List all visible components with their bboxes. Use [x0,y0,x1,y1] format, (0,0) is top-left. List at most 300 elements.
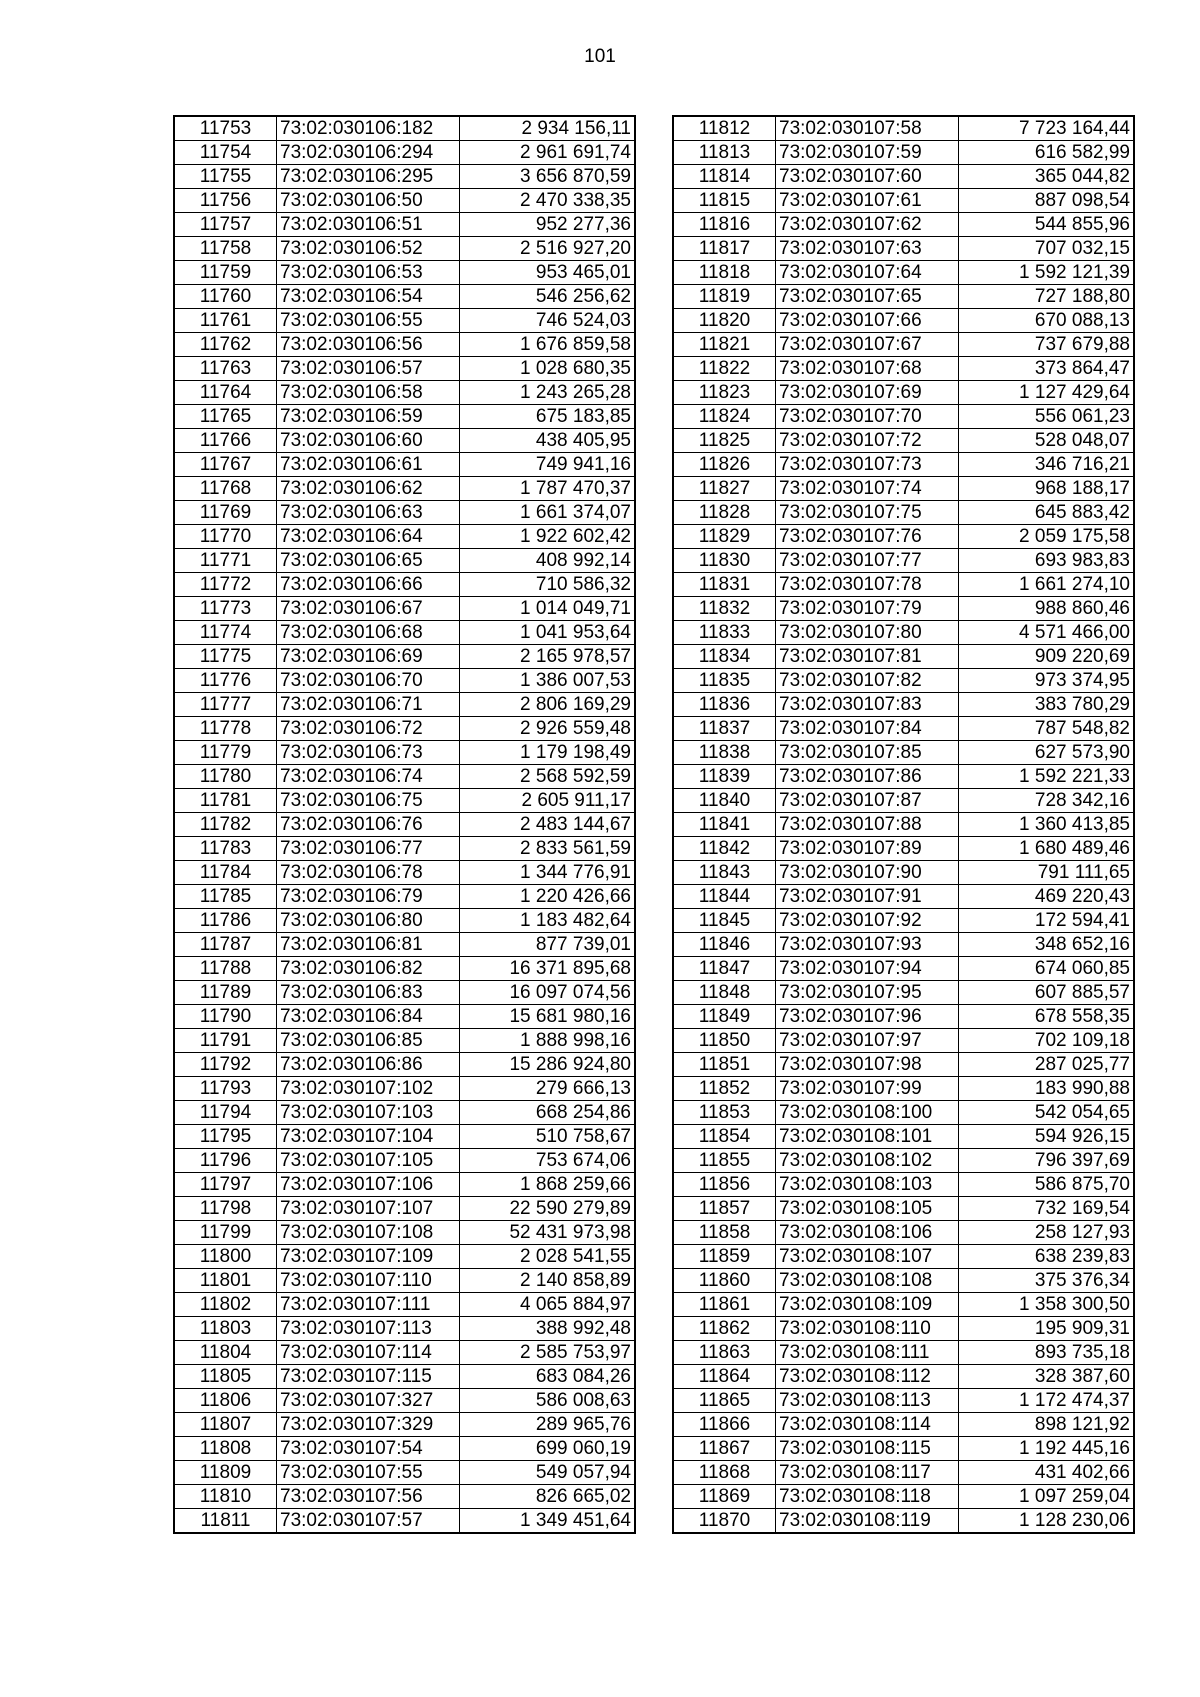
value-cell: 893 735,18 [959,1341,1135,1365]
table-row [174,1005,635,1029]
value-cell: 732 169,54 [959,1197,1135,1221]
cadastral-number-cell: 73:02:030106:72 [277,717,460,741]
table-row [174,261,635,285]
table-row [673,1485,1134,1509]
cadastral-number-cell: 73:02:030107:70 [776,405,959,429]
cadastral-number-cell: 73:02:030107:59 [776,141,959,165]
row-number-cell: 11846 [673,933,776,957]
value-cell: 1 888 998,16 [460,1029,636,1053]
row-number-cell: 11859 [673,1245,776,1269]
cadastral-number-cell: 73:02:030106:54 [277,285,460,309]
table-row [673,861,1134,885]
row-number-cell: 11817 [673,237,776,261]
table-row [673,933,1134,957]
table-row [174,1509,635,1534]
cadastral-number-cell: 73:02:030107:73 [776,453,959,477]
value-cell: 1 183 482,64 [460,909,636,933]
cadastral-number-cell: 73:02:030107:88 [776,813,959,837]
row-number-cell: 11802 [174,1293,277,1317]
value-cell: 898 121,92 [959,1413,1135,1437]
cadastral-number-cell: 73:02:030107:329 [277,1413,460,1437]
value-cell: 645 883,42 [959,501,1135,525]
cadastral-number-cell: 73:02:030107:60 [776,165,959,189]
value-cell: 1 220 426,66 [460,885,636,909]
cadastral-number-cell: 73:02:030107:81 [776,645,959,669]
table-row [673,309,1134,333]
cadastral-number-cell: 73:02:030106:80 [277,909,460,933]
value-cell: 431 402,66 [959,1461,1135,1485]
table-row [174,693,635,717]
cadastral-number-cell: 73:02:030108:112 [776,1365,959,1389]
value-cell: 183 990,88 [959,1077,1135,1101]
cadastral-number-cell: 73:02:030107:92 [776,909,959,933]
cadastral-number-cell: 73:02:030107:107 [277,1197,460,1221]
row-number-cell: 11777 [174,693,277,717]
row-number-cell: 11789 [174,981,277,1005]
table-row [673,1317,1134,1341]
row-number-cell: 11842 [673,837,776,861]
value-cell: 195 909,31 [959,1317,1135,1341]
table-row [174,1269,635,1293]
row-number-cell: 11862 [673,1317,776,1341]
row-number-cell: 11763 [174,357,277,381]
cadastral-number-cell: 73:02:030107:94 [776,957,959,981]
row-number-cell: 11806 [174,1389,277,1413]
table-row [174,141,635,165]
cadastral-number-cell: 73:02:030107:74 [776,477,959,501]
row-number-cell: 11868 [673,1461,776,1485]
value-cell: 1 661 374,07 [460,501,636,525]
row-number-cell: 11820 [673,309,776,333]
value-cell: 668 254,86 [460,1101,636,1125]
cadastral-number-cell: 73:02:030106:86 [277,1053,460,1077]
table-row [673,1413,1134,1437]
ledger-table-left-body [174,116,635,1533]
cadastral-number-cell: 73:02:030107:99 [776,1077,959,1101]
table-row [673,1077,1134,1101]
row-number-cell: 11860 [673,1269,776,1293]
value-cell: 2 028 541,55 [460,1245,636,1269]
table-row [673,789,1134,813]
table-row [174,1365,635,1389]
row-number-cell: 11788 [174,957,277,981]
cadastral-number-cell: 73:02:030108:119 [776,1509,959,1534]
cadastral-number-cell: 73:02:030106:79 [277,885,460,909]
row-number-cell: 11867 [673,1437,776,1461]
row-number-cell: 11844 [673,885,776,909]
table-row [673,477,1134,501]
table-row [174,116,635,141]
row-number-cell: 11811 [174,1509,277,1534]
cadastral-number-cell: 73:02:030107:80 [776,621,959,645]
row-number-cell: 11757 [174,213,277,237]
value-cell: 586 008,63 [460,1389,636,1413]
cadastral-number-cell: 73:02:030107:102 [277,1077,460,1101]
table-row [673,1461,1134,1485]
table-row [673,261,1134,285]
table-row [673,645,1134,669]
table-row [673,981,1134,1005]
row-number-cell: 11855 [673,1149,776,1173]
table-row [174,309,635,333]
table-row [174,1293,635,1317]
row-number-cell: 11809 [174,1461,277,1485]
cadastral-number-cell: 73:02:030108:117 [776,1461,959,1485]
cadastral-number-cell: 73:02:030107:108 [277,1221,460,1245]
table-row [673,1509,1134,1534]
value-cell: 2 934 156,11 [460,116,636,141]
table-row [673,813,1134,837]
cadastral-number-cell: 73:02:030106:83 [277,981,460,1005]
table-row [673,1365,1134,1389]
value-cell: 2 585 753,97 [460,1341,636,1365]
table-row [174,1149,635,1173]
table-row [174,765,635,789]
cadastral-number-cell: 73:02:030107:82 [776,669,959,693]
value-cell: 594 926,15 [959,1125,1135,1149]
table-row [174,1245,635,1269]
cadastral-number-cell: 73:02:030108:115 [776,1437,959,1461]
value-cell: 15 286 924,80 [460,1053,636,1077]
cadastral-number-cell: 73:02:030106:81 [277,933,460,957]
table-row [174,885,635,909]
table-row [673,597,1134,621]
row-number-cell: 11840 [673,789,776,813]
cadastral-number-cell: 73:02:030107:95 [776,981,959,1005]
value-cell: 1 922 602,42 [460,525,636,549]
value-cell: 287 025,77 [959,1053,1135,1077]
table-row [673,549,1134,573]
value-cell: 375 376,34 [959,1269,1135,1293]
cadastral-number-cell: 73:02:030107:61 [776,189,959,213]
value-cell: 528 048,07 [959,429,1135,453]
cadastral-number-cell: 73:02:030106:70 [277,669,460,693]
table-row [673,1149,1134,1173]
value-cell: 702 109,18 [959,1029,1135,1053]
cadastral-number-cell: 73:02:030106:73 [277,741,460,765]
cadastral-number-cell: 73:02:030108:113 [776,1389,959,1413]
row-number-cell: 11805 [174,1365,277,1389]
value-cell: 1 661 274,10 [959,573,1135,597]
table-row [174,1413,635,1437]
cadastral-number-cell: 73:02:030107:84 [776,717,959,741]
table-row [174,1437,635,1461]
table-row [174,1077,635,1101]
cadastral-number-cell: 73:02:030106:64 [277,525,460,549]
value-cell: 674 060,85 [959,957,1135,981]
value-cell: 365 044,82 [959,165,1135,189]
table-row [673,1125,1134,1149]
cadastral-number-cell: 73:02:030108:105 [776,1197,959,1221]
value-cell: 749 941,16 [460,453,636,477]
row-number-cell: 11756 [174,189,277,213]
cadastral-number-cell: 73:02:030108:114 [776,1413,959,1437]
cadastral-number-cell: 73:02:030107:77 [776,549,959,573]
table-row [174,837,635,861]
cadastral-number-cell: 73:02:030107:89 [776,837,959,861]
cadastral-number-cell: 73:02:030108:102 [776,1149,959,1173]
cadastral-number-cell: 73:02:030107:98 [776,1053,959,1077]
table-row [174,1461,635,1485]
row-number-cell: 11767 [174,453,277,477]
table-row [174,213,635,237]
row-number-cell: 11779 [174,741,277,765]
cadastral-number-cell: 73:02:030108:109 [776,1293,959,1317]
row-number-cell: 11780 [174,765,277,789]
value-cell: 1 349 451,64 [460,1509,636,1534]
table-row [673,525,1134,549]
value-cell: 678 558,35 [959,1005,1135,1029]
value-cell: 2 483 144,67 [460,813,636,837]
table-row [174,165,635,189]
row-number-cell: 11803 [174,1317,277,1341]
value-cell: 172 594,41 [959,909,1135,933]
cadastral-number-cell: 73:02:030107:90 [776,861,959,885]
cadastral-number-cell: 73:02:030107:114 [277,1341,460,1365]
value-cell: 328 387,60 [959,1365,1135,1389]
row-number-cell: 11826 [673,453,776,477]
value-cell: 746 524,03 [460,309,636,333]
row-number-cell: 11848 [673,981,776,1005]
table-row [174,1341,635,1365]
cadastral-number-cell: 73:02:030107:56 [277,1485,460,1509]
cadastral-number-cell: 73:02:030107:93 [776,933,959,957]
value-cell: 346 716,21 [959,453,1135,477]
cadastral-number-cell: 73:02:030107:63 [776,237,959,261]
row-number-cell: 11787 [174,933,277,957]
cadastral-number-cell: 73:02:030106:71 [277,693,460,717]
row-number-cell: 11785 [174,885,277,909]
cadastral-number-cell: 73:02:030107:57 [277,1509,460,1534]
value-cell: 408 992,14 [460,549,636,573]
cadastral-number-cell: 73:02:030106:59 [277,405,460,429]
cadastral-number-cell: 73:02:030107:110 [277,1269,460,1293]
table-row [673,429,1134,453]
table-row [174,285,635,309]
cadastral-number-cell: 73:02:030107:109 [277,1245,460,1269]
table-row [673,765,1134,789]
value-cell: 438 405,95 [460,429,636,453]
value-cell: 1 097 259,04 [959,1485,1135,1509]
cadastral-number-cell: 73:02:030107:65 [776,285,959,309]
row-number-cell: 11841 [673,813,776,837]
value-cell: 373 864,47 [959,357,1135,381]
value-cell: 586 875,70 [959,1173,1135,1197]
row-number-cell: 11768 [174,477,277,501]
cadastral-number-cell: 73:02:030106:50 [277,189,460,213]
cadastral-number-cell: 73:02:030107:103 [277,1101,460,1125]
table-row [673,1389,1134,1413]
table-row [174,1197,635,1221]
cadastral-number-cell: 73:02:030107:113 [277,1317,460,1341]
value-cell: 258 127,93 [959,1221,1135,1245]
row-number-cell: 11759 [174,261,277,285]
cadastral-number-cell: 73:02:030107:87 [776,789,959,813]
row-number-cell: 11758 [174,237,277,261]
table-row [673,1101,1134,1125]
value-cell: 710 586,32 [460,573,636,597]
value-cell: 1 344 776,91 [460,861,636,885]
cadastral-number-cell: 73:02:030106:182 [277,116,460,141]
value-cell: 796 397,69 [959,1149,1135,1173]
row-number-cell: 11822 [673,357,776,381]
cadastral-number-cell: 73:02:030106:77 [277,837,460,861]
value-cell: 670 088,13 [959,309,1135,333]
table-row [174,981,635,1005]
row-number-cell: 11816 [673,213,776,237]
table-row [673,1173,1134,1197]
row-number-cell: 11772 [174,573,277,597]
value-cell: 1 172 474,37 [959,1389,1135,1413]
row-number-cell: 11812 [673,116,776,141]
table-row [174,957,635,981]
cadastral-number-cell: 73:02:030106:67 [277,597,460,621]
value-cell: 1 014 049,71 [460,597,636,621]
table-row [174,1485,635,1509]
row-number-cell: 11775 [174,645,277,669]
value-cell: 791 111,65 [959,861,1135,885]
value-cell: 15 681 980,16 [460,1005,636,1029]
cadastral-number-cell: 73:02:030107:79 [776,597,959,621]
value-cell: 616 582,99 [959,141,1135,165]
table-row [673,621,1134,645]
row-number-cell: 11850 [673,1029,776,1053]
cadastral-number-cell: 73:02:030106:53 [277,261,460,285]
row-number-cell: 11833 [673,621,776,645]
row-number-cell: 11870 [673,1509,776,1534]
row-number-cell: 11830 [673,549,776,573]
table-row [673,405,1134,429]
cadastral-number-cell: 73:02:030107:97 [776,1029,959,1053]
row-number-cell: 11819 [673,285,776,309]
row-number-cell: 11764 [174,381,277,405]
cadastral-number-cell: 73:02:030107:96 [776,1005,959,1029]
table-row [673,285,1134,309]
value-cell: 4 571 466,00 [959,621,1135,645]
cadastral-number-cell: 73:02:030106:66 [277,573,460,597]
table-row [673,189,1134,213]
row-number-cell: 11858 [673,1221,776,1245]
value-cell: 683 084,26 [460,1365,636,1389]
cadastral-number-cell: 73:02:030108:110 [776,1317,959,1341]
value-cell: 542 054,65 [959,1101,1135,1125]
value-cell: 1 592 221,33 [959,765,1135,789]
cadastral-number-cell: 73:02:030107:83 [776,693,959,717]
cadastral-number-cell: 73:02:030107:55 [277,1461,460,1485]
row-number-cell: 11804 [174,1341,277,1365]
table-row [673,237,1134,261]
cadastral-number-cell: 73:02:030108:101 [776,1125,959,1149]
cadastral-number-cell: 73:02:030106:69 [277,645,460,669]
table-row [174,621,635,645]
table-row [673,1293,1134,1317]
value-cell: 2 833 561,59 [460,837,636,861]
row-number-cell: 11814 [673,165,776,189]
cadastral-number-cell: 73:02:030107:66 [776,309,959,333]
value-cell: 787 548,82 [959,717,1135,741]
cadastral-number-cell: 73:02:030106:78 [277,861,460,885]
cadastral-number-cell: 73:02:030106:60 [277,429,460,453]
value-cell: 1 680 489,46 [959,837,1135,861]
table-row [673,1437,1134,1461]
table-row [673,453,1134,477]
value-cell: 16 097 074,56 [460,981,636,1005]
table-row [673,213,1134,237]
row-number-cell: 11861 [673,1293,776,1317]
cadastral-number-cell: 73:02:030106:82 [277,957,460,981]
row-number-cell: 11839 [673,765,776,789]
cadastral-number-cell: 73:02:030106:294 [277,141,460,165]
row-number-cell: 11794 [174,1101,277,1125]
value-cell: 1 192 445,16 [959,1437,1135,1461]
value-cell: 348 652,16 [959,933,1135,957]
table-row [673,501,1134,525]
cadastral-number-cell: 73:02:030108:107 [776,1245,959,1269]
row-number-cell: 11784 [174,861,277,885]
row-number-cell: 11791 [174,1029,277,1053]
cadastral-number-cell: 73:02:030106:52 [277,237,460,261]
row-number-cell: 11770 [174,525,277,549]
row-number-cell: 11790 [174,1005,277,1029]
value-cell: 546 256,62 [460,285,636,309]
table-row [174,501,635,525]
value-cell: 4 065 884,97 [460,1293,636,1317]
cadastral-number-cell: 73:02:030107:91 [776,885,959,909]
row-number-cell: 11766 [174,429,277,453]
table-row [174,381,635,405]
cadastral-number-cell: 73:02:030107:104 [277,1125,460,1149]
cadastral-number-cell: 73:02:030107:327 [277,1389,460,1413]
table-row [673,165,1134,189]
cadastral-number-cell: 73:02:030107:78 [776,573,959,597]
cadastral-number-cell: 73:02:030107:75 [776,501,959,525]
cadastral-number-cell: 73:02:030106:55 [277,309,460,333]
table-row [673,1269,1134,1293]
cadastral-number-cell: 73:02:030108:106 [776,1221,959,1245]
table-row [673,693,1134,717]
value-cell: 707 032,15 [959,237,1135,261]
value-cell: 1 787 470,37 [460,477,636,501]
cadastral-number-cell: 73:02:030106:51 [277,213,460,237]
table-row [174,597,635,621]
row-number-cell: 11869 [673,1485,776,1509]
row-number-cell: 11866 [673,1413,776,1437]
value-cell: 693 983,83 [959,549,1135,573]
row-number-cell: 11753 [174,116,277,141]
value-cell: 2 961 691,74 [460,141,636,165]
value-cell: 737 679,88 [959,333,1135,357]
row-number-cell: 11843 [673,861,776,885]
row-number-cell: 11786 [174,909,277,933]
cadastral-number-cell: 73:02:030106:62 [277,477,460,501]
row-number-cell: 11765 [174,405,277,429]
value-cell: 2 516 927,20 [460,237,636,261]
cadastral-number-cell: 73:02:030106:84 [277,1005,460,1029]
table-row [174,933,635,957]
table-row [673,357,1134,381]
row-number-cell: 11829 [673,525,776,549]
table-row [673,1053,1134,1077]
cadastral-number-cell: 73:02:030107:69 [776,381,959,405]
value-cell: 3 656 870,59 [460,165,636,189]
row-number-cell: 11824 [673,405,776,429]
table-row [174,333,635,357]
row-number-cell: 11831 [673,573,776,597]
row-number-cell: 11813 [673,141,776,165]
table-row [673,1029,1134,1053]
table-row [174,861,635,885]
table-row [174,357,635,381]
